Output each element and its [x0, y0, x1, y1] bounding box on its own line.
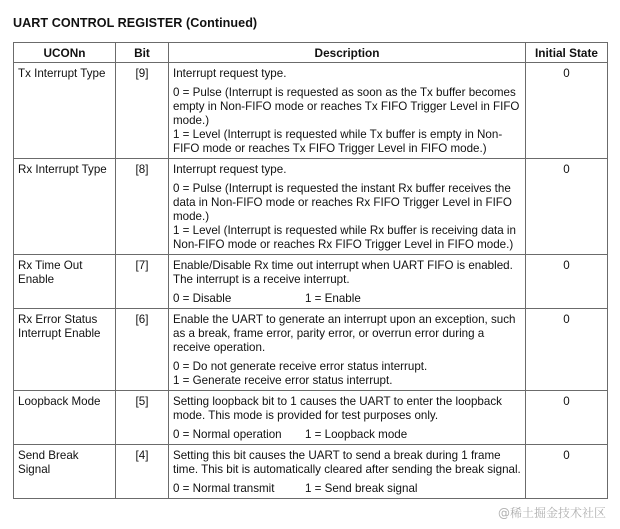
table-header-row — [14, 43, 608, 63]
description-text: Setting loopback bit to 1 causes the UART to enter the loopback mode. This mode is provided for test purposes only. — [173, 395, 502, 422]
field-bit: [7] — [116, 255, 169, 309]
register-table — [13, 42, 608, 499]
field-name: Send Break Signal — [14, 445, 116, 499]
table-row — [14, 309, 608, 391]
field-description — [169, 159, 526, 255]
option-values — [173, 428, 521, 442]
description-text: Enable/Disable Rx time out interrupt when UART FIFO is enabled. The interrupt is a receive interrupt. — [173, 259, 513, 286]
header-initial-state: Initial State — [526, 43, 608, 63]
table-row — [14, 445, 608, 499]
field-name: Tx Interrupt Type — [14, 63, 116, 159]
watermark: @稀土掘金技术社区 — [497, 506, 606, 520]
field-initial-state: 0 — [526, 445, 608, 499]
header-bit: Bit — [116, 43, 169, 63]
field-initial-state: 0 — [526, 391, 608, 445]
description-text: Enable the UART to generate an interrupt upon an exception, such as a break, frame error, parity error, or overrun error during a receive operation. — [173, 313, 516, 354]
field-bit: [6] — [116, 309, 169, 391]
option-one: 1 = Loopback mode — [305, 428, 408, 441]
description-text: 0 = Do not generate receive error status interrupt. — [173, 360, 428, 373]
option-zero: 0 = Normal operation — [173, 428, 282, 441]
option-one: 1 = Enable — [305, 292, 361, 305]
option-zero: 0 = Normal transmit — [173, 482, 275, 495]
field-name: Rx Time Out Enable — [14, 255, 116, 309]
header-description: Description — [169, 43, 526, 63]
description-text: Interrupt request type. — [173, 67, 287, 80]
field-initial-state: 0 — [526, 309, 608, 391]
field-description — [169, 445, 526, 499]
option-values — [173, 292, 521, 306]
description-text: Interrupt request type. — [173, 163, 287, 176]
description-text: 0 = Pulse (Interrupt is requested the instant Rx buffer receives the data in Non-FIFO mode or reaches Rx FIFO Trigger Level in FIFO mode.) — [173, 182, 512, 223]
field-bit: [8] — [116, 159, 169, 255]
table-row — [14, 255, 608, 309]
description-text: Setting this bit causes the UART to send a break during 1 frame time. This bit is automatically cleared after sending the break signal. — [173, 449, 521, 476]
table-row — [14, 391, 608, 445]
field-initial-state: 0 — [526, 255, 608, 309]
field-name: Rx Interrupt Type — [14, 159, 116, 255]
description-text: 1 = Level (Interrupt is requested while Rx buffer is receiving data in Non-FIFO mode or reaches Rx FIFO Trigger Level in FIFO mode.) — [173, 224, 516, 251]
field-description — [169, 255, 526, 309]
field-bit: [4] — [116, 445, 169, 499]
description-text: 1 = Generate receive error status interrupt. — [173, 374, 393, 387]
option-zero: 0 = Disable — [173, 292, 232, 305]
field-description — [169, 309, 526, 391]
description-text: 1 = Level (Interrupt is requested while Tx buffer is empty in Non-FIFO mode or reaches Tx FIFO Trigger Level in FIFO mode.) — [173, 128, 503, 155]
description-text: 0 = Pulse (Interrupt is requested as soon as the Tx buffer becomes empty in Non-FIFO mode or reaches Tx FIFO Trigger Level in FIFO mode.) — [173, 86, 520, 127]
field-description — [169, 63, 526, 159]
field-bit: [5] — [116, 391, 169, 445]
table-row — [14, 63, 608, 159]
field-description — [169, 391, 526, 445]
header-uconn: UCONn — [14, 43, 116, 63]
table-row — [14, 159, 608, 255]
field-initial-state: 0 — [526, 63, 608, 159]
field-name: Rx Error Status Interrupt Enable — [14, 309, 116, 391]
field-initial-state: 0 — [526, 159, 608, 255]
option-values — [173, 482, 521, 496]
option-one: 1 = Send break signal — [305, 482, 418, 495]
field-bit: [9] — [116, 63, 169, 159]
field-name: Loopback Mode — [14, 391, 116, 445]
page-title: UART CONTROL REGISTER (Continued) — [13, 16, 258, 30]
